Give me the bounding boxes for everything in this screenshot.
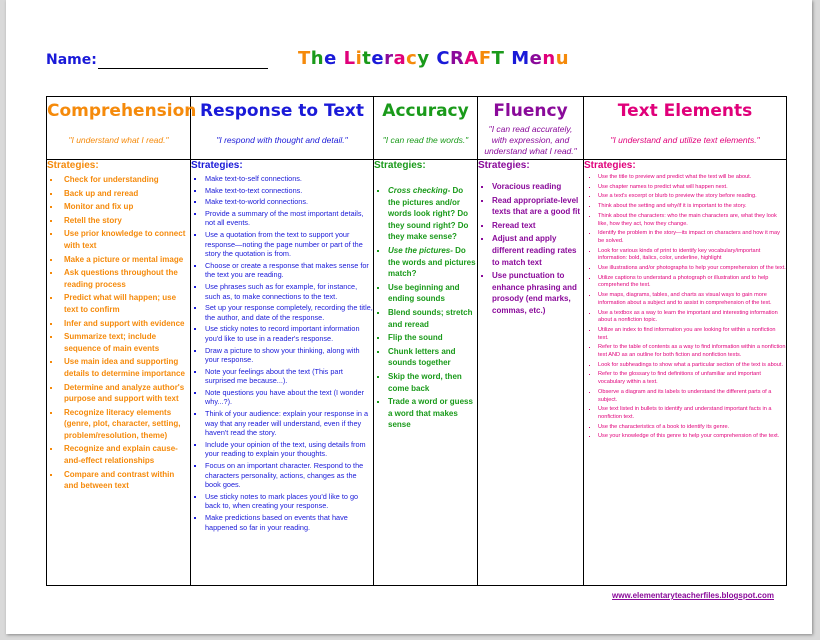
strategy-emphasis: Cross checking- [388,186,451,195]
strategy-item [388,185,477,243]
accuracy-strategies [374,160,478,586]
page-title [298,48,569,69]
response-list [191,174,373,532]
response-title: Response to Text [200,101,364,121]
strategy-item: ▪ Use punctuation to enhance phrasing and prosody (end marks, commas, etc.) [492,270,583,316]
title-letter: t [362,48,372,69]
accuracy-header [374,97,478,160]
strategy-item: ▪ Infer and support with evidence [61,318,190,330]
strategy-item: ▪ Recognize and explain cause-and-effect relationships [61,443,190,466]
strategy-item: ▪ Use illustrations and/or photographs to help your comprehension of the text. [598,265,786,273]
strategy-item: ▪ Identify the problem in the story—its impact on characters and how it may be solved. [598,230,786,245]
title-letter: R [450,48,465,69]
strategy-item: ▪ Refer to the glossary to find definitions of unfamiliar and important vocabulary within a text. [598,371,786,386]
blog-link[interactable]: www.elementaryteacherfiles.blogspot.com [612,591,774,600]
strategy-item: ▪ Use your knowledge of this genre to help your comprehension of the text. [598,433,786,441]
title-letter: T [491,48,505,69]
strategy-item: ▪ Look for various kinds of print to identify key vocabulary/important information: bold, italics, color, underline, highlight [598,248,786,263]
strategy-item: ▪ Include your opinion of the text, using details from your reading to explain your thoughts. [205,440,373,459]
name-blank-line [98,68,268,69]
strategy-item: ▪ Use chapter names to predict what will happen next. [598,184,786,192]
strategy-item: ▪ Think of your audience: explain your response in a way that any reader will understand, even if they haven't read the story. [205,409,373,438]
title-letter: y [417,48,430,69]
title-letter: T [298,48,311,69]
strategy-item: ▪ Utilize captions to understand a photograph or illustration and to help comprehend the text. [598,275,786,290]
strategy-item: ▪ Choose or create a response that makes sense for the text you are reading. [205,261,373,280]
strategy-item: ▪ Predict what will happen; use text to confirm [61,292,190,315]
strategies-row [47,160,787,586]
strategy-item: ▪ Set up your response completely, recording the title, the author, and date of the response. [205,303,373,322]
text-elements-title: Text Elements [617,101,753,121]
strategy-item: ▪ Refer to the table of contents as a way to find information within a nonfiction text AND as an outline for both fiction and nonfiction texts. [598,344,786,359]
comprehension-quote: "I understand what I read." [68,135,169,145]
strategy-item: ▪ Ask questions throughout the reading process [61,267,190,290]
text-elements-list [584,174,786,441]
accuracy-list [374,185,477,431]
title-letter: i [355,48,363,69]
fluency-header [478,97,584,160]
text-elements-quote: "I understand and utilize text elements." [610,135,760,145]
fluency-quote: "I can read accurately, with expression, and understand what I read." [484,124,577,156]
strategy-item: ▪ Use phrases such as for example, for instance, such as, to make connections to the text. [205,282,373,301]
strategy-item [388,307,477,330]
strategy-item: ▪ Make text-to-world connections. [205,197,373,207]
title-letter: F [478,48,492,69]
strategies-label: Strategies: [584,160,636,171]
title-letter: e [324,48,337,69]
strategy-item: ▪ Check for understanding [61,174,190,186]
strategy-item: ▪ Use a quotation from the text to support your response—noting the page number or part of the story the quotation is from. [205,230,373,259]
title-letter: e [371,48,385,69]
strategy-text: Blend sounds; stretch and reread [388,307,473,329]
strategy-item: ▪ Note questions you have about the text (I wonder why...?). [205,388,373,407]
strategy-item: ▪ Observe a diagram and its labels to understand the different parts of a subject. [598,389,786,404]
comprehension-list [47,174,190,492]
strategy-item: ▪ Use prior knowledge to connect with text [61,228,190,251]
strategy-item: ▪ Use the characteristics of a book to identify its genre. [598,424,786,432]
name-label: Name: [46,52,97,68]
fluency-strategies [478,160,584,586]
title-letter: c [406,48,418,69]
strategy-item: ▪ Adjust and apply different reading rates to match text [492,233,583,268]
strategy-item: ▪ Note your feelings about the text (This part surprised me because...). [205,367,373,386]
strategy-text: Chunk letters and sounds together [388,346,456,368]
strategy-item: ▪ Monitor and fix up [61,201,190,213]
strategy-text: Do the words and pictures match? [388,245,476,279]
strategy-item: ▪ Utilize an index to find information you are looking for within a nonfiction text. [598,327,786,342]
comprehension-strategies [47,160,191,586]
strategy-item: ▪ Make text-to-text connections. [205,186,373,196]
strategy-item: ▪ Focus on an important character. Respond to the characters personality, actions, changes as the book goes. [205,461,373,490]
strategies-label: Strategies: [47,160,99,171]
strategy-item: ▪ Use main idea and supporting details to determine importance [61,356,190,379]
strategy-item [388,332,477,344]
strategy-text: Flip the sound [388,333,443,343]
document-page [6,0,812,634]
title-letter: n [542,48,556,69]
title-letter: e [529,48,543,69]
text-elements-header [584,97,787,160]
title-letter: A [464,48,479,69]
response-header [191,97,374,160]
strategy-item: ▪ Reread text [492,220,583,232]
strategy-item: ▪ Use sticky notes to mark places you'd like to go back to, when creating your response. [205,492,373,511]
strategy-text: Trade a word or guess a word that makes sense [388,397,473,430]
strategy-item [388,371,477,394]
strategy-item: ▪ Use a text's excerpt or blurb to preview the story before reading. [598,193,786,201]
header [46,48,786,78]
fluency-title: Fluency [493,101,568,121]
strategy-item: ▪ Think about the characters: who the main characters are, what they look like, how they act, how they change. [598,213,786,228]
strategy-item [388,245,477,280]
strategy-item: ▪ Summarize text; include sequence of main events [61,331,190,354]
text-elements-strategies [584,160,787,586]
strategy-item: ▪ Look for subheadings to show what a particular section of the text is about. [598,362,786,370]
accuracy-title: Accuracy [382,101,469,121]
fluency-list [478,181,583,317]
response-strategies [191,160,374,586]
response-quote: "I respond with thought and detail." [216,135,348,145]
strategy-item: ▪ Compare and contrast within and between text [61,469,190,492]
comprehension-title: Comprehension [47,101,197,121]
title-letter: r [384,48,394,69]
strategy-item [388,282,477,305]
strategy-item: ▪ Provide a summary of the most important details, not all events. [205,209,373,228]
strategy-item: ▪ Make a picture or mental image [61,254,190,266]
strategy-item: ▪ Determine and analyze author's purpose and support with text [61,382,190,405]
strategy-item: ▪ Use a textbox as a way to learn the important and interesting information about a nonfiction topic. [598,310,786,325]
strategy-item: ▪ Make text-to-self connections. [205,174,373,184]
strategy-text: Skip the word, then come back [388,371,462,393]
strategy-item: ▪ Make predictions based on events that have happened so far in your reading. [205,513,373,532]
strategy-item: ▪ Recognize literacy elements (genre, plot, character, setting, problem/resolution, theme) [61,407,190,442]
craft-menu-table [46,96,787,586]
strategy-item: ▪ Use text listed in bullets to identify and understand important facts in a nonfiction text. [598,406,786,421]
comprehension-header [47,97,197,160]
strategies-label: Strategies: [191,160,243,171]
column-headers-row [47,97,787,160]
strategies-label: Strategies: [478,160,530,171]
strategy-item [388,346,477,369]
strategy-item [388,396,477,431]
title-letter: C [436,48,451,69]
strategy-item: ▪ Think about the setting and why/if it is important to the story. [598,203,786,211]
strategy-item: ▪ Read appropriate-level texts that are a good fit [492,195,583,218]
strategy-item: ▪ Use maps, diagrams, tables, and charts as visual ways to gain more information about a subject and to assist in comprehension of the text. [598,292,786,307]
title-letter: L [343,48,356,69]
strategy-emphasis: Use the pictures- [388,245,453,255]
title-letter [337,48,344,69]
title-letter: u [555,48,570,69]
strategy-text: Do the pictures and/or words look right? Do they sound right? Do they make sense? [388,186,469,242]
title-letter: a [393,48,407,69]
strategy-item: ▪ Voracious reading [492,181,583,193]
strategies-label: Strategies: [374,160,426,171]
strategy-item: ▪ Use the title to preview and predict what the text will be about. [598,174,786,182]
strategy-item: ▪ Retell the story [61,215,190,227]
title-letter: M [511,48,530,69]
strategy-item: ▪ Draw a picture to show your thinking, along with your response. [205,346,373,365]
accuracy-quote: "I can read the words." [382,135,469,145]
strategy-item: ▪ Back up and reread [61,188,190,200]
strategy-item: ▪ Use sticky notes to record important information you'd like to use in a reader's response. [205,324,373,343]
title-letter: h [310,48,325,69]
strategy-text: Use beginning and ending sounds [388,282,460,304]
